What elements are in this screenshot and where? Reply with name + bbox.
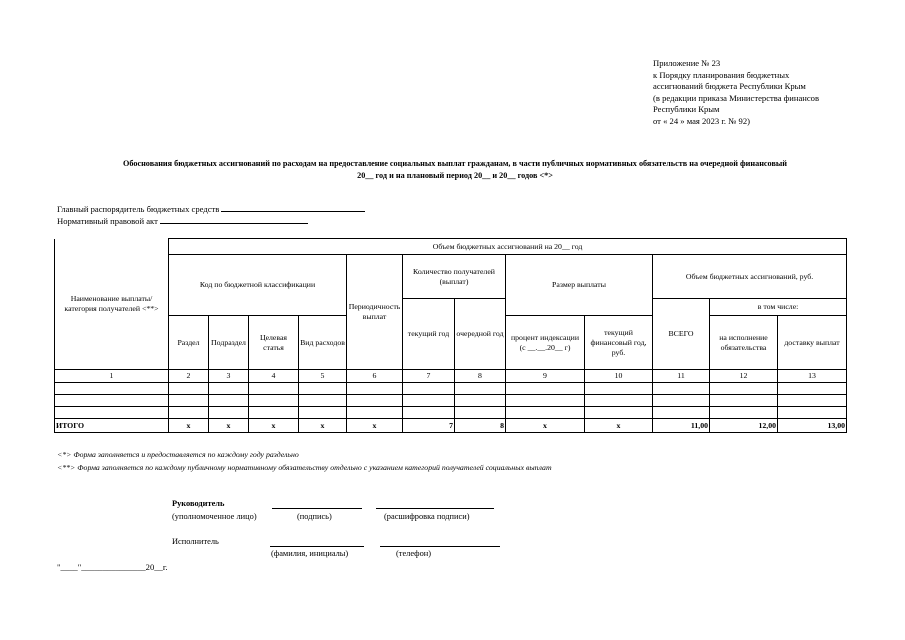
- title-line-1: Обоснования бюджетных ассигнований по расходам на предоставление социальных выплат гражданам, в части публичных нормативных обязательств на очередной финансовый: [123, 159, 787, 168]
- date-field[interactable]: "____"_______________20__г.: [57, 562, 168, 572]
- subsection-header: Подраздел: [209, 316, 249, 370]
- footnote-2: <**> Форма заполняется по каждому публичному нормативному обязательству отдельно с указанием категорий получателей социальных выплат: [57, 463, 552, 472]
- target-header: Целевая статья: [249, 316, 299, 370]
- total-cell: 13,00: [778, 419, 847, 433]
- col-number: 6: [347, 370, 403, 383]
- main-manager-label: Главный распорядитель бюджетных средств: [57, 204, 220, 214]
- col-name-header: Наименование выплаты/категория получателей <**>: [55, 239, 169, 370]
- cur-fin-year-header: текущий финансовый год, руб.: [585, 316, 653, 370]
- total-cell: 12,00: [710, 419, 778, 433]
- total-label: ИТОГО: [55, 419, 169, 433]
- head-sub-label: (уполномоченное лицо): [172, 512, 257, 521]
- total-cell: x: [506, 419, 585, 433]
- delivery-header: доставку выплат: [778, 316, 847, 370]
- recipients-header: Количество получателей (выплат): [403, 255, 506, 299]
- total-cell: x: [299, 419, 347, 433]
- total-header: ВСЕГО: [653, 299, 710, 370]
- document-title: [40, 158, 870, 182]
- col-number: 8: [455, 370, 506, 383]
- indexation-header: процент индексации (с __.__.20__ г): [506, 316, 585, 370]
- col-number: 12: [710, 370, 778, 383]
- expense-type-header: Вид расходов: [299, 316, 347, 370]
- legal-act-blank[interactable]: [160, 215, 308, 224]
- head-signature-line[interactable]: [272, 508, 362, 509]
- head-label: Руководитель: [172, 499, 225, 508]
- payment-size-header: Размер выплаты: [506, 255, 653, 316]
- next-year-header: очередной год: [455, 299, 506, 370]
- budget-volume-header: Объем бюджетных ассигнований на 20__ год: [169, 239, 847, 255]
- col-number: 10: [585, 370, 653, 383]
- total-cell: 11,00: [653, 419, 710, 433]
- table-row[interactable]: [55, 395, 847, 407]
- total-cell: x: [585, 419, 653, 433]
- total-cell: x: [347, 419, 403, 433]
- total-cell: x: [249, 419, 299, 433]
- appendix-line: ассигнований бюджета Республики Крым: [653, 81, 806, 92]
- col-number: 2: [169, 370, 209, 383]
- col-number: 11: [653, 370, 710, 383]
- periodicity-header: Периодичность выплат: [347, 255, 403, 370]
- volume-rub-header: Объем бюджетных ассигнований, руб.: [653, 255, 847, 299]
- total-cell: x: [169, 419, 209, 433]
- footnote-1: <*> Форма заполняется и предоставляется по каждому году раздельно: [57, 450, 299, 459]
- col-number: 4: [249, 370, 299, 383]
- total-row: [55, 419, 847, 433]
- phone-caption: (телефон): [396, 549, 432, 558]
- table-row[interactable]: [55, 407, 847, 419]
- section-header: Раздел: [169, 316, 209, 370]
- total-cell: 7: [403, 419, 455, 433]
- signature-caption: (подпись): [297, 512, 332, 521]
- table-row[interactable]: [55, 383, 847, 395]
- budget-code-header: Код по бюджетной классификации: [169, 255, 347, 316]
- col-number: 9: [506, 370, 585, 383]
- appendix-block: [653, 58, 893, 128]
- appendix-line: (в редакции приказа Министерства финансов: [653, 92, 820, 103]
- title-line-2: 20__ год и на плановый период 20__ и 20__ годов <*>: [357, 171, 553, 180]
- column-number-row: [55, 370, 847, 383]
- total-cell: x: [209, 419, 249, 433]
- col-number: 3: [209, 370, 249, 383]
- executor-phone-line[interactable]: [380, 546, 500, 547]
- head-decoding-line[interactable]: [376, 508, 494, 509]
- col-number: 1: [55, 370, 169, 383]
- appendix-line: к Порядку планирования бюджетных: [653, 69, 790, 80]
- obligation-header: на исполнение обязательства: [710, 316, 778, 370]
- col-number: 7: [403, 370, 455, 383]
- legal-act-label: Нормативный правовой акт: [57, 216, 158, 226]
- col-number: 13: [778, 370, 847, 383]
- legal-act-field: [57, 215, 308, 226]
- appendix-line: от « 24 » мая 2023 г. № 92): [653, 115, 751, 126]
- including-header: в том числе:: [710, 299, 847, 316]
- fio-caption: (фамилия, инициалы): [271, 549, 349, 558]
- appendix-line: Приложение № 23: [653, 58, 721, 68]
- decoding-caption: (расшифровка подписи): [384, 512, 470, 521]
- col-number: 5: [299, 370, 347, 383]
- current-year-header: текущий год: [403, 299, 455, 370]
- budget-table: [54, 238, 847, 433]
- total-cell: 8: [455, 419, 506, 433]
- appendix-line: Республики Крым: [653, 104, 720, 115]
- main-manager-blank[interactable]: [221, 203, 365, 212]
- executor-fio-line[interactable]: [270, 546, 364, 547]
- executor-label: Исполнитель: [172, 537, 219, 546]
- main-manager-field: [57, 203, 365, 214]
